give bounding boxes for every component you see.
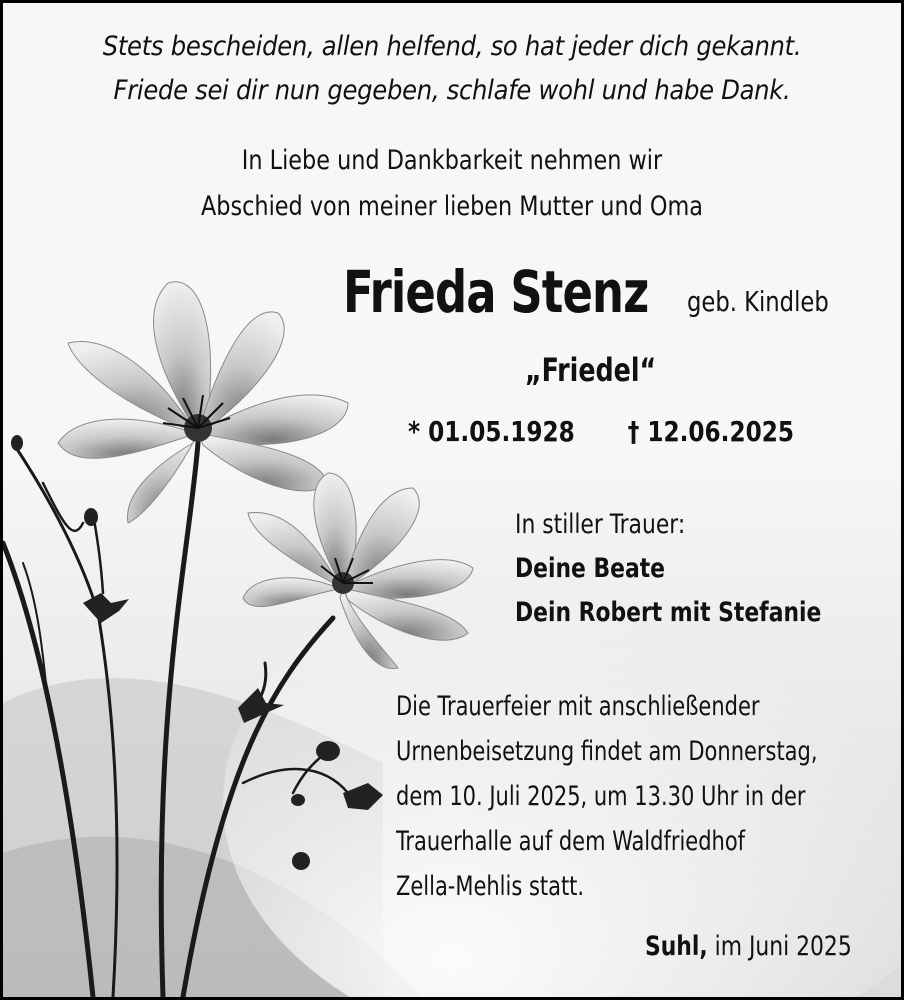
mourner-name: Deine Beate bbox=[515, 553, 666, 584]
motto-line-2: Friede sei dir nun gegeben, schlafe wohl und habe Dank. bbox=[113, 75, 791, 106]
intro-line-1: In Liebe und Dankbarkeit nehmen wir bbox=[241, 145, 663, 176]
birth-name: geb. Kindleb bbox=[687, 285, 829, 318]
life-dates bbox=[408, 415, 794, 448]
death-date: † 12.06.2025 bbox=[627, 415, 794, 448]
mourner-name: Dein Robert mit Stefanie bbox=[515, 597, 822, 628]
funeral-line: dem 10. Juli 2025, um 13.30 Uhr in der bbox=[396, 781, 806, 812]
mourners-heading: In stiller Trauer: bbox=[515, 509, 686, 540]
nickname: „Friedel“ bbox=[525, 351, 657, 389]
place-date bbox=[645, 931, 852, 962]
funeral-line: Zella-Mehlis statt. bbox=[396, 871, 585, 902]
place: Suhl, bbox=[645, 931, 708, 962]
date: im Juni 2025 bbox=[714, 931, 852, 962]
birth-date: * 01.05.1928 bbox=[408, 415, 575, 448]
deceased-name: Frieda Stenz bbox=[343, 258, 649, 326]
intro-line-2: Abschied von meiner lieben Mutter und Oma bbox=[201, 191, 703, 222]
funeral-line: Die Trauerfeier mit anschließender bbox=[396, 691, 760, 722]
funeral-line: Urnenbeisetzung findet am Donnerstag, bbox=[396, 736, 818, 767]
funeral-line: Trauerhalle auf dem Waldfriedhof bbox=[396, 826, 746, 857]
motto-line-1: Stets bescheiden, allen helfend, so hat jeder dich gekannt. bbox=[102, 31, 802, 62]
